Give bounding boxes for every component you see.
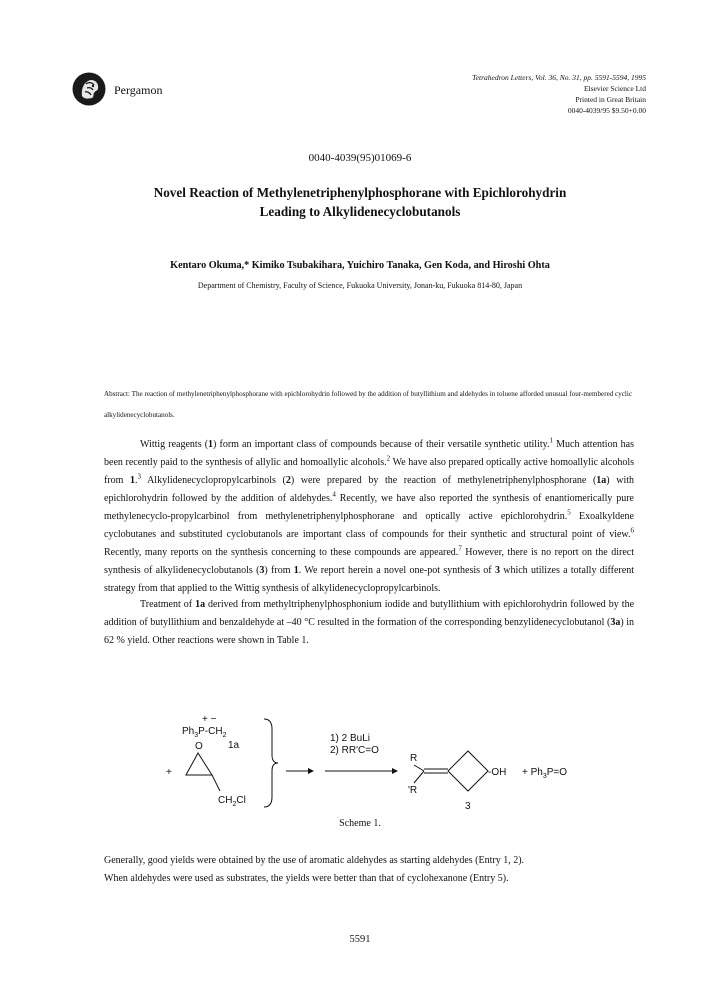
compound-ref: 2 (285, 475, 291, 486)
journal-citation-block (472, 72, 646, 116)
title-line-2: Leading to Alkylidenecyclobutanols (259, 204, 461, 219)
hydroxyl-group: -OH (488, 767, 507, 778)
ylide-label: 1a (228, 740, 240, 751)
publisher-line: Elsevier Science Ltd (583, 84, 646, 93)
body-paragraph-3 (104, 852, 634, 888)
citation: 3 (137, 472, 142, 481)
compound-ref: 3a (610, 617, 621, 628)
compound-ref: 1a (195, 599, 206, 610)
compound-ref: 1 (130, 475, 136, 486)
product-r-prime-group: 'R (408, 785, 418, 796)
pergamon-logo-icon (72, 72, 106, 106)
reagent-step-1: 1) 2 BuLi (330, 733, 371, 744)
reagent-step-2: 2) RR'C=O (330, 745, 379, 756)
byproduct: + $Ph_3P=O$ (522, 767, 568, 780)
cyclobutane-ring (448, 751, 488, 791)
ylide-charges: + − (202, 715, 217, 725)
scheme-1-diagram (160, 715, 600, 811)
issn-price-line: 0040-4039/95 $9.50+0.00 (567, 106, 646, 115)
paragraph-3-line-1: Generally, good yields were obtained by the use of aromatic aldehydes as starting aldehydes (Entry 1, 2). (104, 855, 525, 866)
doi-code: 0040-4039(95)01069-6 (308, 152, 412, 164)
epoxide-oxygen: O (195, 741, 203, 752)
ch2cl-group: $CH_2Cl$ (218, 795, 246, 808)
compound-ref: 3 (259, 565, 265, 576)
short-arrow-head (308, 768, 314, 774)
epoxide-ring (186, 753, 212, 775)
citation: 1 (549, 436, 553, 445)
article-title (60, 183, 660, 221)
ch2cl-bond (212, 775, 220, 791)
abstract: Abstract: The reaction of methylenetriphenylphosphorane with epichlorohydrin followed by the addition of butyllithium and aldehydes in toluene afforded unusual four-membered cyclic alkylidenecyclobutanols. (104, 390, 632, 419)
product-r-group: R (410, 753, 418, 764)
body-paragraph-1: Wittig reagents (1) form an important class of compounds because of their versatile synthetic utility.$^1$ Much attention has been recently paid to the synthesis of allylic and homoallylic alcohols.$^2$ We have also prepared optically active homoallylic alcohols from 1.$^3$ Alkylidenecyclopropylcarbinols (2) were prepared by the reaction of methylenetriphenylphosphorane (1a) with epichlorohydrin followed by the addition of aldehydes.$^4$ Recently, we have also reported the synthesis of enantiomerically pure methylenecyclo-propylcarbinol from methylenetriphenylphosphorane and optically active epichlorohydrin.$^5$ Exoalkyldene cyclobutanes and substituted cyclobutanols are important class of compounds for their synthetic and structural point of view.$^6$ Recently, many reports on the synthesis concerning to these compounds are appeared.$^7$ However, there is no report on the direct synthesis of alkylidenecyclobutanols (3) from 1. We report herein a novel one-pot synthesis of 3 which utilizes a totally different strategy from that applied to the Wittig synthesis of alkylidenecyclopropylcarbinols. (104, 436, 635, 594)
r-prime-bond (414, 771, 424, 783)
journal-citation: Tetrahedron Letters, Vol. 36, No. 31, pp. 5591-5594, 1995 (472, 73, 646, 82)
citation: 4 (332, 490, 336, 499)
compound-ref: 3 (494, 565, 500, 576)
r-bond (414, 765, 424, 771)
affiliation: Department of Chemistry, Faculty of Science, Fukuoka University, Jonan-ku, Fukuoka 814-80, Japan (197, 281, 523, 290)
compound-ref: 1 (208, 439, 214, 450)
printed-line: Printed in Great Britain (575, 95, 646, 104)
compound-ref: 1a (596, 475, 607, 486)
page-number: 5591 (349, 934, 371, 945)
author-list: Kentaro Okuma,* Kimiko Tsubakihara, Yuichiro Tanaka, Gen Koda, and Hiroshi Ohta (170, 260, 550, 271)
title-line-1: Novel Reaction of Methylenetriphenylphosphorane with Epichlorohydrin (153, 185, 567, 200)
scheme-caption: Scheme 1. (339, 818, 381, 829)
compound-ref: 1 (293, 565, 299, 576)
reaction-arrow-head (392, 768, 398, 774)
body-paragraph-2: Treatment of 1a derived from methyltriphenylphosphonium iodide and butyllithium with epichlorohydrin followed by the addition of butyllithium and benzaldehyde at –40 °C resulted in the formation of the corresponding benzylidenecyclobutanol (3a) in 62 % yield. Other reactions were shown in Table 1. (104, 599, 635, 646)
citation: 7 (458, 544, 462, 553)
citation: 5 (567, 508, 571, 517)
plus-sign: + (166, 767, 172, 778)
ylide-formula: $Ph_3P-CH_2$ (182, 726, 227, 739)
citation: 6 (630, 526, 634, 535)
publisher-name: Pergamon (114, 83, 163, 97)
product-label: 3 (465, 801, 471, 811)
paragraph-3-line-2: When aldehydes were used as substrates, the yields were better than that of cyclohexanone (Entry 5). (104, 873, 509, 884)
reactant-brace (264, 719, 278, 807)
citation: 2 (386, 454, 391, 463)
